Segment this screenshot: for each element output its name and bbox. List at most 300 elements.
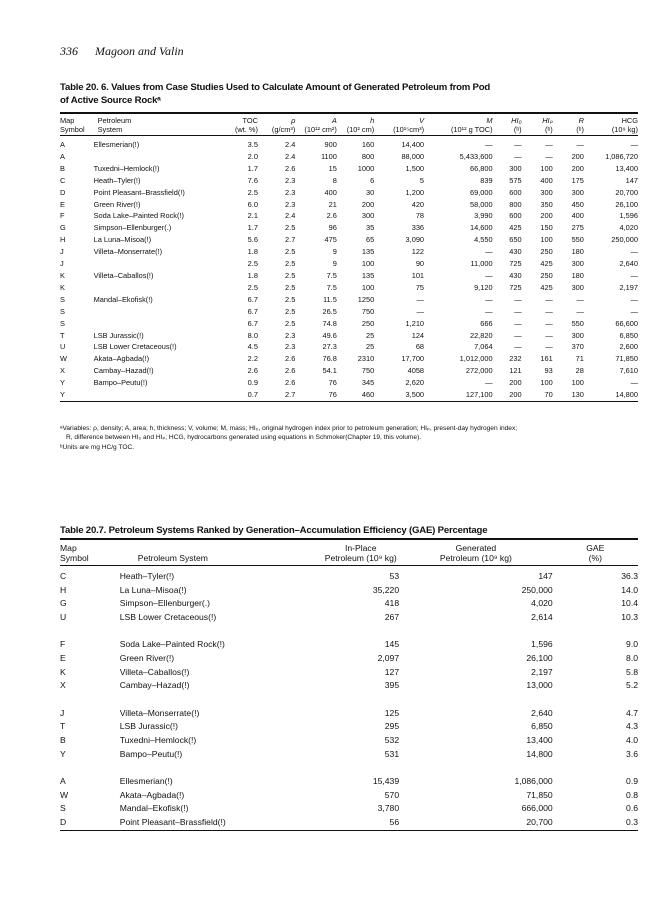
table1-header-row-bottom [60, 125, 638, 136]
table1-cell: — [545, 330, 553, 340]
table1-cell: 839 [480, 175, 493, 185]
table1-cell [86, 318, 223, 330]
table1-cell: 76 [328, 378, 337, 388]
table2-body [60, 566, 638, 831]
table1-row [60, 365, 638, 377]
table2-row [60, 816, 638, 830]
table1-row [60, 389, 638, 401]
table1-row [60, 199, 638, 211]
table1-column-unit: (10¹² cm²) [295, 125, 337, 136]
table1-cell [86, 151, 223, 163]
table2-cell: 26,100 [526, 652, 553, 663]
table1-cell: 161 [540, 354, 553, 364]
table1-cell: 370 [571, 342, 584, 352]
table2-cell: E [60, 652, 66, 663]
table1-caption [60, 81, 600, 107]
table1-cell: 2.2 [247, 354, 258, 364]
table1-cell: 2.1 [247, 211, 258, 221]
table1-cell: Cambay–Hazad(!) [93, 366, 154, 376]
table1-cell: 20,700 [615, 187, 638, 197]
table1-cell: 6.7 [247, 306, 258, 316]
table1-cell: B [60, 163, 65, 173]
table1 [60, 112, 638, 402]
table1-cell: 6,850 [619, 330, 638, 340]
table2-cell: Point Pleasant–Brassfield(!) [120, 816, 323, 830]
table2-cell: 10.4 [621, 598, 638, 609]
table1-cell: 2.5 [285, 318, 296, 328]
table1-cell: 430 [509, 247, 522, 257]
table2-column-unit: Petroleum (10⁹ kg) [322, 553, 399, 566]
table1-cell: Akata–Agbada(!) [93, 354, 150, 364]
table2-cell: Tuxedni–Hemlock(!) [119, 734, 197, 745]
table2-row [60, 789, 638, 803]
table1-cell: 100 [540, 163, 553, 173]
table1-cell: 425 [509, 223, 522, 233]
table1-row [60, 246, 638, 258]
table1-cell: 4.5 [247, 342, 258, 352]
table1-cell: 750 [361, 306, 375, 316]
table1-cell: 70 [522, 389, 553, 401]
table1-cell: X [60, 366, 65, 376]
table2-group-spacer [60, 761, 638, 775]
table2-cell: 267 [384, 611, 400, 622]
table1-cell: Soda Lake–Painted Rock(!) [93, 211, 184, 221]
table2-cell: T [60, 721, 66, 732]
table1-cell: 75 [415, 282, 425, 292]
table2-column-header: In-Place [322, 539, 399, 553]
table1-cell: 200 [571, 163, 584, 173]
table1-cell: A [60, 151, 65, 161]
table1-cell: 430 [509, 270, 522, 280]
table2-cell: 295 [384, 721, 400, 732]
table1-cell: 49.6 [322, 330, 337, 340]
table2-cell: 4.7 [626, 707, 638, 718]
table1-cell: 2.3 [285, 187, 296, 197]
table1-cell: 650 [509, 235, 522, 245]
table1-cell: 1,596 [619, 211, 638, 221]
table1-footnote-b: ᵇUnits are mg HC/g TOC. [60, 444, 135, 451]
table1-cell: 2,640 [619, 259, 638, 269]
table1-row [60, 270, 638, 282]
table1-cell: 101 [411, 270, 425, 280]
table1-cell: 17,700 [401, 354, 425, 364]
table1-cell: 6.7 [247, 318, 258, 328]
table1-cell: 58,000 [469, 199, 493, 209]
page-number: 336 [60, 44, 78, 58]
table1-cell: 2.5 [285, 294, 296, 304]
table1-column-unit: (ᵇ) [493, 125, 522, 136]
table1-cell: 2.6 [285, 163, 296, 173]
table1-cell: F [60, 211, 65, 221]
table1-cell: 550 [571, 318, 584, 328]
table1-cell: 78 [415, 211, 425, 221]
table1-cell: 21 [328, 199, 337, 209]
table1-cell: 14,600 [469, 223, 493, 233]
table1-cell: 121 [509, 366, 522, 376]
table1-footnote-a-line2: R, difference between HI₀ and HIₚ; HCG, hydrocarbons generated using equations in Schmoker(Chapter 19, this volume). [66, 434, 422, 441]
table1-cell: K [60, 282, 65, 292]
table1-cell: 2.5 [285, 259, 296, 269]
table2-cell: A [60, 776, 66, 787]
table2-cell: Y [60, 748, 66, 759]
table1-cell: Point Pleasant–Brassfield(!) [93, 187, 185, 197]
table1-cell: 2.6 [285, 366, 296, 376]
table1-cell: — [416, 306, 425, 316]
table2-cell: La Luna–Misoa(!) [119, 584, 187, 595]
table1-cell: W [60, 354, 67, 364]
table1-column-unit: (10¹⁵cm³) [374, 125, 424, 136]
table2-cell: K [60, 666, 66, 677]
table2-cell: 15,439 [372, 776, 400, 787]
table1-cell: 2.7 [285, 235, 296, 245]
table1-cell: 2.5 [247, 282, 258, 292]
table2-column-unit: Petroleum (10⁹ kg) [399, 553, 553, 566]
table2-column-unit: Petroleum System [120, 553, 323, 566]
table1-column-header: HIₚ [522, 113, 553, 125]
table1-cell: 122 [411, 247, 425, 257]
table1-cell: LSB Jurassic(!) [93, 330, 144, 340]
table1-cell: 272,000 [465, 366, 493, 376]
table1-cell: 7,610 [619, 366, 638, 376]
table1-cell: 300 [540, 187, 553, 197]
table1-cell: 124 [411, 330, 425, 340]
table1-cell: Heath–Tyler(!) [93, 175, 141, 185]
table1-cell: 350 [540, 199, 553, 209]
table2-column-header: GAE [553, 539, 638, 553]
table1-cell: 150 [540, 223, 553, 233]
table1-cell: 100 [540, 235, 553, 245]
table1-cell: 7.5 [326, 270, 337, 280]
table1-row [60, 282, 638, 294]
table1-cell: 460 [337, 389, 374, 401]
table1-cell: 425 [540, 282, 553, 292]
table2-cell: 14.0 [621, 584, 638, 595]
table1-cell: 666 [480, 318, 493, 328]
table1-cell: 9 [332, 247, 337, 257]
table1-cell: 4058 [407, 366, 425, 376]
table1-row [60, 294, 638, 306]
table1-cell: 800 [509, 199, 522, 209]
table1-row [60, 210, 638, 222]
table1-cell [86, 282, 223, 294]
table2-cell: 71,850 [526, 789, 553, 800]
table2-cell: G [60, 598, 67, 609]
table1-cell: H [60, 235, 66, 245]
page-header [60, 44, 184, 59]
table2-cell: Green River(!) [119, 652, 175, 663]
table1-cell: A [60, 140, 65, 149]
table1-cell: 2.7 [258, 389, 295, 401]
table1-cell: 30 [365, 187, 375, 197]
table2-cell: 418 [384, 598, 400, 609]
table1-footnote-a-line1: ᵃVariables: ρ, density; A, area; h, thickness; V, volume; M, mass; HI₀, original hydrogen index prior to petroleum generation; HIₚ, present-day hydrogen index; [60, 425, 518, 432]
table1-row [60, 187, 638, 199]
table1-cell [86, 258, 223, 270]
table2-cell: 56 [322, 816, 399, 830]
table1-cell: 300 [509, 163, 522, 173]
table1-cell: 3.5 [247, 140, 258, 149]
table1-cell: 450 [571, 199, 584, 209]
table1-cell: 8.0 [247, 330, 258, 340]
table1-cell: — [545, 140, 553, 149]
table2-row [60, 748, 638, 762]
table1-cell: — [485, 306, 493, 316]
table1-row [60, 175, 638, 187]
table1-cell: — [630, 306, 638, 316]
table1-cell: — [630, 270, 638, 280]
table1-cell: 2.5 [285, 282, 296, 292]
table1-cell: 88,000 [401, 151, 425, 161]
table1-cell: 2.4 [285, 211, 296, 221]
table1-cell: — [545, 318, 553, 328]
table2-cell: Cambay–Hazad(!) [119, 680, 190, 691]
table1-cell: 93 [544, 366, 553, 376]
table1-cell: Mandal–Ekofisk(!) [93, 294, 153, 304]
table1-cell: 25 [365, 342, 375, 352]
table2-cell: 13,000 [526, 680, 553, 691]
table1-cell: 4,550 [474, 235, 493, 245]
table1-cell: 2.5 [285, 306, 296, 316]
table1-cell: — [514, 330, 522, 340]
table1-cell: 160 [361, 140, 375, 149]
table2-cell: 10.3 [621, 611, 638, 622]
table2 [60, 538, 638, 831]
table1-cell: — [485, 247, 493, 257]
table1-cell: Y [60, 378, 65, 388]
table1-cell: 900 [324, 140, 337, 149]
table2-row [60, 679, 638, 693]
table1-column-header: TOC [223, 113, 258, 125]
table1-column-header: HI₀ [493, 113, 522, 125]
table1-cell: 35 [365, 223, 375, 233]
table1-cell: — [545, 306, 553, 316]
table1-cell: 300 [571, 259, 584, 269]
table2-cell: 147 [538, 571, 553, 581]
table1-cell: 96 [328, 223, 337, 233]
table1-cell: 2,600 [619, 342, 638, 352]
table1-cell: 550 [571, 235, 584, 245]
table2-cell: 2,097 [377, 652, 400, 663]
table1-cell: 100 [361, 259, 375, 269]
table1-column-unit: (10² cm) [337, 125, 374, 136]
table1-cell: 100 [571, 378, 584, 388]
table1-cell: 250,000 [611, 235, 638, 245]
table1-cell: 71 [575, 354, 584, 364]
table1-column-header: Map [60, 113, 86, 125]
table1-cell: 2.3 [285, 199, 296, 209]
table1-cell: 13,400 [615, 163, 638, 173]
table1-cell: 6 [370, 175, 375, 185]
table1-cell: 250 [361, 318, 375, 328]
table1-column-header: Petroleum [86, 113, 223, 125]
table1-cell: — [485, 270, 493, 280]
table1-row [60, 163, 638, 175]
table1-cell: 9,120 [474, 282, 493, 292]
table1-cell: 25 [365, 330, 375, 340]
table1-cell: S [60, 306, 65, 316]
table1-cell: 1100 [320, 151, 337, 161]
table1-cell: T [60, 330, 65, 340]
table2-cell: X [60, 680, 66, 691]
table2-cell: U [60, 611, 67, 622]
table1-row [60, 258, 638, 270]
table1-cell: 54.1 [322, 366, 337, 376]
table2-cell: 0.3 [553, 816, 638, 830]
table2-row [60, 566, 638, 584]
table2-column-unit: (%) [553, 553, 638, 566]
table1-cell: S [60, 318, 65, 328]
table1-cell: — [630, 140, 638, 149]
table1-column-header: R [553, 113, 584, 125]
table2-cell: H [60, 584, 67, 595]
table1-cell: S [60, 294, 65, 304]
table1-cell: 1.7 [247, 163, 258, 173]
table2-cell: 1,596 [531, 639, 553, 650]
table1-cell: 250 [540, 247, 553, 257]
table1-cell: — [514, 151, 522, 161]
table1-cell: 725 [509, 259, 522, 269]
table2-cell: F [60, 639, 66, 650]
table1-cell: 200 [571, 151, 584, 161]
table1-cell: 130 [553, 389, 584, 401]
table1-row [60, 136, 638, 151]
table1-cell: 300 [571, 187, 584, 197]
table2-spacer-cell [60, 761, 638, 775]
table2-cell: 36.3 [621, 571, 638, 581]
table1-cell: 15 [328, 163, 337, 173]
table1-cell: 345 [361, 378, 375, 388]
table1-cell: 180 [571, 270, 584, 280]
table2-cell: LSB Jurassic(!) [119, 721, 178, 732]
table1-cell: 5,433,600 [459, 151, 493, 161]
table1-row [60, 151, 638, 163]
table1-cell: 66,600 [615, 318, 638, 328]
table2-cell: 4.3 [626, 721, 638, 732]
table2-row [60, 802, 638, 816]
table1-cell: — [514, 306, 522, 316]
table1-cell: — [630, 294, 638, 304]
table1-cell: — [545, 342, 553, 352]
table1-cell: 2.6 [285, 354, 296, 364]
table2-column-header: Generated [399, 539, 553, 553]
table1-cell: 400 [324, 187, 337, 197]
table1-cell: G [60, 223, 66, 233]
table1-cell: 6.0 [247, 199, 258, 209]
table2-cell: 3,780 [377, 803, 400, 814]
table2-cell: 531 [384, 748, 400, 759]
table1-cell: 2.3 [285, 175, 296, 185]
table1-cell: E [60, 199, 65, 209]
table1-cell [86, 389, 223, 401]
table1-cell: — [514, 294, 522, 304]
table1-column-unit: (wt. %) [223, 125, 258, 136]
table2-cell: 125 [384, 707, 400, 718]
table1-cell: J [60, 259, 64, 269]
table2-cell: 3.6 [626, 748, 638, 759]
table2-cell: 2,197 [531, 666, 553, 677]
table1-cell: 1,210 [405, 318, 425, 328]
table1-cell: Y [60, 389, 86, 401]
table1-row [60, 222, 638, 234]
table1-cell: 600 [509, 187, 522, 197]
table2-cell: 2,614 [531, 611, 553, 622]
table1-cell: 232 [509, 354, 522, 364]
table2-row [60, 638, 638, 652]
table2-cell: 9.0 [626, 639, 638, 650]
table2-row [60, 720, 638, 734]
table2-column-header [120, 539, 323, 553]
table2-cell: 570 [384, 789, 400, 800]
table1-cell: — [576, 140, 584, 149]
table1-cell: — [576, 306, 584, 316]
table1-cell: Green River(!) [93, 199, 141, 209]
table1-cell: 74.8 [322, 318, 337, 328]
table1-cell: Ellesmerian(!) [93, 140, 140, 149]
table1-cell: 2,620 [405, 378, 425, 388]
table2-row [60, 652, 638, 666]
table1-column-header: ρ [258, 113, 295, 125]
table1-cell: 420 [411, 199, 425, 209]
table2-cell: 532 [384, 734, 400, 745]
table1-cell: 66,800 [469, 163, 493, 173]
table2-cell: W [60, 789, 69, 800]
table2-row [60, 597, 638, 611]
table2-cell: Heath–Tyler(!) [119, 571, 175, 581]
table1-cell: 180 [571, 247, 584, 257]
table1-cell: 725 [509, 282, 522, 292]
table2-row [60, 611, 638, 625]
table1-cell: 5.6 [247, 235, 258, 245]
table1-cell: — [485, 378, 493, 388]
table1-cell: 600 [509, 211, 522, 221]
table2-spacer-cell [60, 624, 638, 638]
table1-cell: 135 [361, 270, 375, 280]
table2-group-spacer [60, 693, 638, 707]
table1-cell: 8 [332, 175, 337, 185]
table1-cell: 2.5 [247, 187, 258, 197]
table2-header-row-bottom [60, 553, 638, 566]
table1-cell: 250 [540, 270, 553, 280]
table2-header [60, 539, 638, 566]
table1-cell: 26.5 [322, 306, 337, 316]
table1-cell: 28 [575, 366, 584, 376]
table1-footnote-a [60, 424, 630, 442]
table2-cell: 4.0 [626, 734, 638, 745]
table2-cell: 2,640 [531, 707, 553, 718]
table1-cell: — [545, 151, 553, 161]
table1-cell: 5 [419, 175, 425, 185]
table2-cell: 0.6 [626, 803, 638, 814]
table1-cell: 147 [625, 175, 638, 185]
table2-cell: 20,700 [399, 816, 553, 830]
table2-row [60, 707, 638, 721]
table1-cell: 2.6 [326, 211, 337, 221]
table2-spacer-cell [60, 693, 638, 707]
table2-cell: Ellesmerian(!) [119, 776, 173, 787]
table1-cell: 2.6 [247, 366, 258, 376]
table1-cell: 65 [365, 235, 375, 245]
table2-cell: Simpson–Ellenburger(.) [119, 598, 210, 609]
table2-cell: Mandal–Ekofisk(!) [119, 803, 189, 814]
table2-cell: 53 [389, 571, 400, 581]
table1-cell: 300 [571, 282, 584, 292]
running-head: Magoon and Valin [95, 44, 184, 58]
table1-cell: 26,100 [615, 199, 638, 209]
table1-cell: 76.8 [322, 354, 337, 364]
table1-cell: 3,090 [405, 235, 425, 245]
table1-cell: 11,000 [470, 259, 493, 269]
table1-cell: 27.3 [322, 342, 337, 352]
